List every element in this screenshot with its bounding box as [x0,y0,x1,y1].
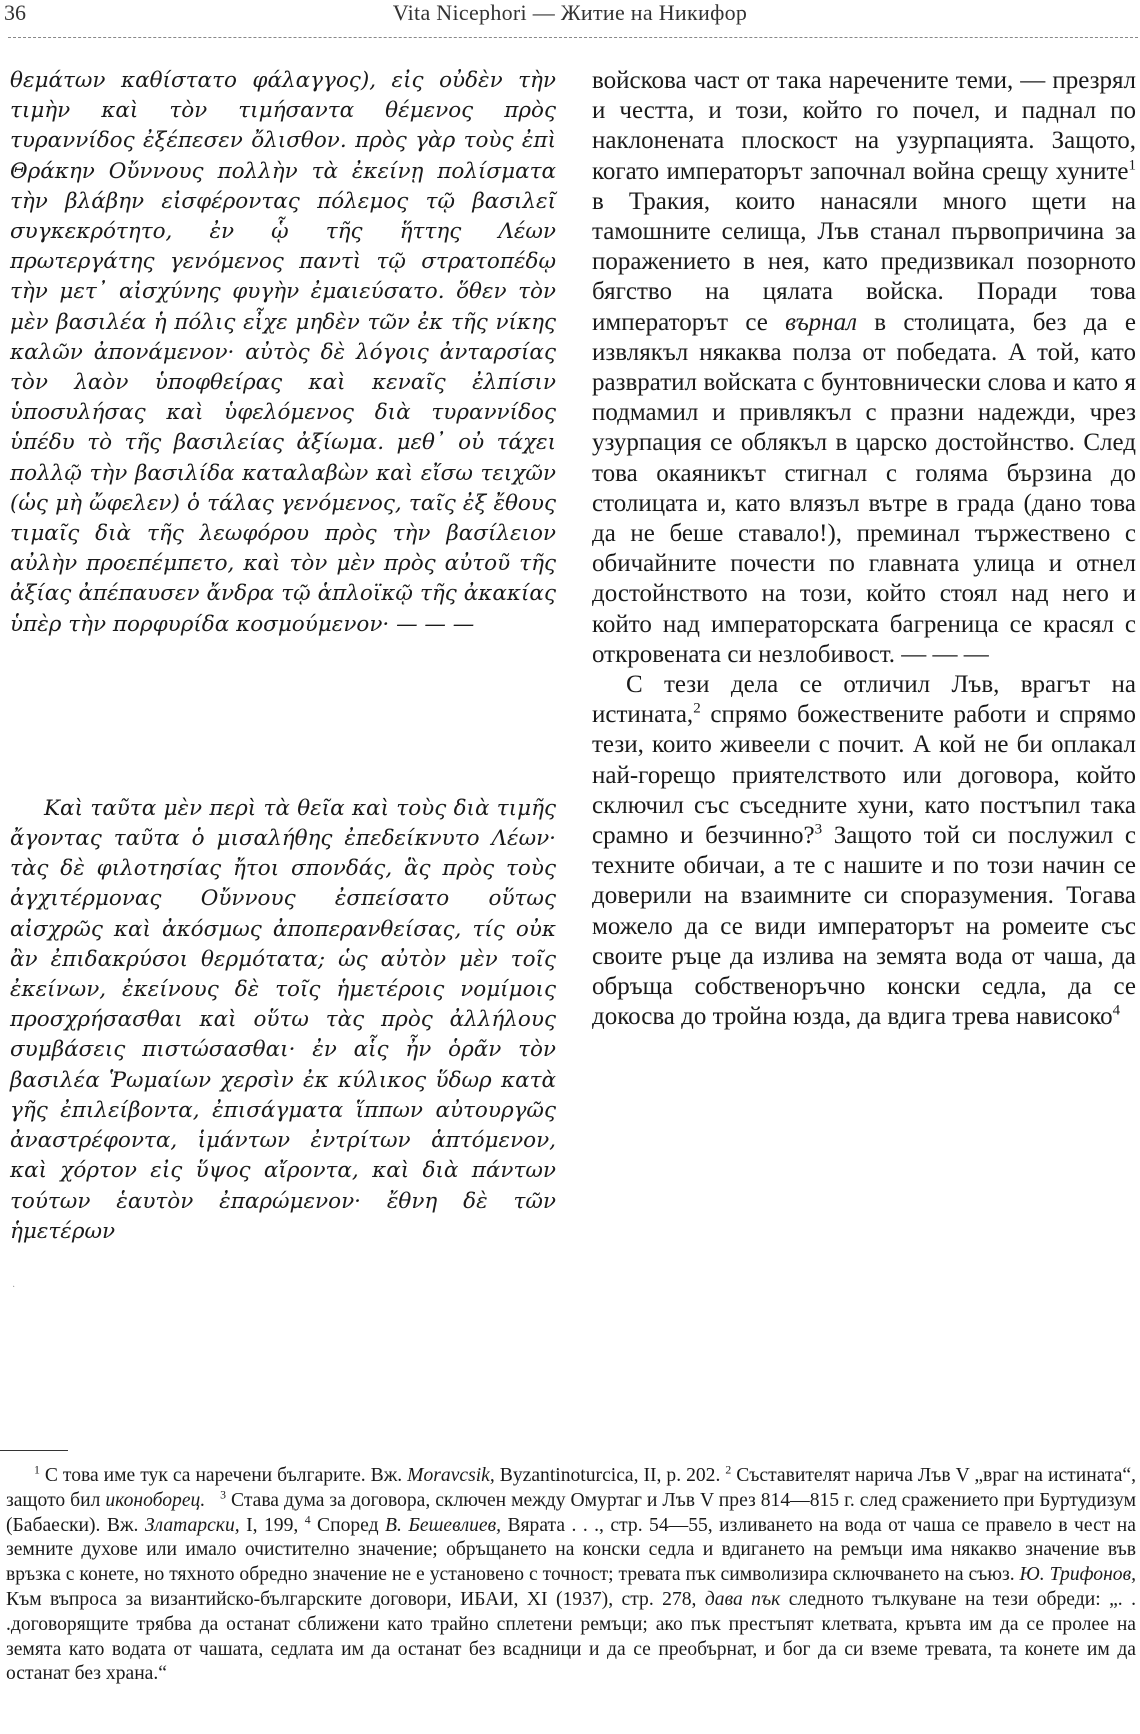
footnote-block [6,1464,1136,1687]
footnotes [6,1464,1136,1687]
text-span: в Тракия, които нанасяли много щети на тамошните селища, Лъв станал първопричина за поражението в нея, като предизвикал позорното бягство на цялата войска. Поради това императорът се [592,187,1136,336]
italic-text: дава пък [704,1588,781,1610]
author-name: Ю. Трифонов, [1019,1564,1136,1586]
footnote-text: Към въпроса за византийско-българските договори, ИБАИ, XI (1937), стр. 278, [6,1588,705,1610]
footnote-text: Byzantinoturcica, II, p. 202. [494,1465,726,1486]
footnote-text: I, 199, [239,1514,305,1536]
translation-paragraph [592,670,1136,1032]
page-number: 36 [4,0,26,25]
text-span: спрямо божествените работи и спрямо тези, които живеели с почит. А кой не би оплакал най-горещо приятелството или договора, който сключил със съседните хуни, като постъпил така срамно и безчинно? [592,701,1136,850]
text-span: Защото той си послужил с техните обичаи, а те с нашите и по този начин се доверили на взаимните си споразумения. Тогава можело да се види императорът на ромеите със своите ръце да излива на земята вода от чаша, да обръща собственоръчно конски седла, да се докосва до тройна юзда, да вдига трева нависоко [592,822,1136,1031]
footnote-text: С това име тук са наречени българите. Вж. [39,1465,408,1486]
bulgarian-translation-column [592,66,1136,1033]
header-rule [8,37,1138,38]
footnote-text: Според [310,1514,386,1536]
author-name: Златарски, [144,1514,240,1536]
scan-artifact: · [12,1282,16,1293]
column-spacer [10,640,556,794]
footnote-number: 2 [725,1463,732,1477]
text-span: в столицата, без да е извлякъл някаква полза от победата. А той, като развратил войската с бунтовнически слова и като я подмамил и привлякъл с празни надежди, чрез узурпация се облякъл в царско достойнство. След това окаяникът стигнал с голяма бързина до столицата и, като влязъл вътре в града (дано това да не беше ставало!), преминал тържествено с обичайните почести по главната улица и отнел достойнството на този, който стоял над него и който над императорската багреница се красял с откровената си незлобивост. — — — [592,308,1136,668]
footnote-number: 1 [34,1463,40,1477]
footnote-reference[interactable]: 1 [1128,157,1136,174]
footnote-number: 3 [220,1488,227,1502]
author-name: В. Бешевлиев, [385,1514,502,1536]
author-name: Moravcsik, [407,1465,495,1486]
greek-paragraph: Καὶ ταῦτα μὲν περὶ τὰ θεῖα καὶ τοὺς διὰ τιμῆς ἄγοντας ταῦτα ὁ μισαλήθης ἐπεδείκνυτο Λέων· τὰς δὲ φιλοτησίας ἤτοι σπονδάς, ἃς πρὸς τοὺς ἀγχιτέρμονας Οὔννους ἐσπείσατο οὕτως αἰσχρῶς καὶ ἀκόσμως ἀποπερανθείσας, τίς οὐκ ἂν ἐπιδακρύσοι θερμότατα; ὡς αὐτὸν μὲν τοῖς ἐκείνων, ἐκείνους δὲ τοῖς ἡμετέροις νομίμοις προσχρήσασθαι καὶ οὕτω τὰς πρὸς ἀλλήλους συμβάσεις πιστώσασθαι· ἐν αἷς ἦν ὁρᾶν τὸν βασιλέα Ῥωμαίων χερσὶν ἐκ κύλικος ὕδωρ κατὰ γῆς ἐπιλείβοντα, ἐπισάγματα ἵππων αὐτουργῶς ἀναστρέφοντα, ἱμάντων ἐντρίτων ἁπτόμενον, καὶ χόρτον εἰς ὕψος αἴροντα, καὶ διὰ πάντων τούτων ἑαυτὸν ἐπαρώμενον· ἔθνη δὲ τῶν ἡμετέρων [10,795,556,1244]
footnote-reference[interactable]: 2 [693,700,701,717]
footnote-reference[interactable]: 3 [814,821,823,838]
running-title: Vita Nicephori — Житие на Никифор [392,0,748,25]
footnote-separator [0,1450,68,1451]
italic-text: иконоборец. [105,1489,206,1511]
italic-text: върнал [785,308,857,336]
footnote-text: следното тълкуване на тези обреди: „. . .договорящите трябва да останат сближени като трайно сплетени ремъци; ако пък престъпят клетвата, кръвта им да се пролее на земята като водата от чашата, седлата им да останат без всадници и да се преобърнат, и бог да си вземе тревата, та конете им да останат без храна.“ [6,1588,1136,1685]
footnote-number: 4 [304,1513,311,1527]
footnote-reference[interactable]: 4 [1112,1002,1121,1019]
footnote-text: Вярата . . ., стр. 54—55, изливането на вода от чаша се правело в чест на земните духове или имало очистително значение; обръщането на конски седла и вдигането на ремъци има някакво значение във връзка с конете, но тяхното обредно значение не е установено с точност; тревата пък символизира сключването на съюз. [6,1514,1136,1586]
translation-paragraph [592,66,1136,670]
greek-text-column [10,66,556,1247]
text-span: войскова част от така наречените теми, — презрял и честта, и този, който го почел, и паднал по наклонената плоскост на узурпацията. Защото, когато императорът започнал война срещу хуните [592,67,1136,185]
text-span: С тези дела се отличил Лъв, врагът на истината, [592,671,1136,729]
greek-paragraph: θεμάτων καθίστατο φάλαγγος), εἰς οὐδὲν τὴν τιμὴν καὶ τὸν τιμήσαντα θέμενος πρὸς τυραννίδος ἐξέπεσεν ὄλισθον. πρὸς γὰρ τοὺς ἐπὶ Θράκην Οὔννους πολλὴν τὰ ἐκείνῃ πολίσματα τὴν βλάβην εἰσφέροντας πόλεμος τῷ βασιλεῖ συγκεκρότητο, ἐν ᾧ τῆς ἥττης Λέων πρωτεργάτης γενόμενος παντὶ τῷ στρατοπέδῳ τὴν μετ᾽ αἰσχύνης φυγὴν ἐμαιεύσατο. ὅθεν τὸν μὲν βασιλέα ἡ πόλις εἶχε μηδὲν τῶν ἐκ τῆς νίκης καλῶν ἀπονάμενον· αὐτὸς δὲ λόγοις ἀνταρσίας τὸν λαὸν ὑποφθείρας καὶ κεναῖς ἐλπίσιν ὑποσυλήσας καὶ ὑφελόμενος διὰ τυραννίδος ὑπέδυ τὸ τῆς βασιλείας ἀξίωμα. μεθ᾽ οὐ τάχει πολλῷ τὴν βασιλίδα καταλαβὼν καὶ εἴσω τειχῶν (ὡς μὴ ὤφελεν) ὁ τάλας γενόμενος, ταῖς ἐξ ἔθους τιμαῖς διὰ τῆς λεωφόρου πρὸς τὴν βασίλειον αὐλὴν προεπέμπετο, καὶ τὸν μὲν πρὸς αὐτοῦ τῆς ἀξίας ἀπέπαυσεν ἄνδρα τῷ ἁπλοϊκῷ τῆς ἀκακίας ὑπὲρ τὴν πορφυρίδα κοσμούμενον· — — — [10,68,556,637]
footnote-text: Съставителят нарича Лъв V „враг на истината“, защото бил [6,1465,1136,1511]
footnote-text: Става дума за договора, сключен между Омуртаг и Лъв V през 814—815 г. след сражението при Буртудизум (Бабаески). Вж. [6,1489,1136,1536]
